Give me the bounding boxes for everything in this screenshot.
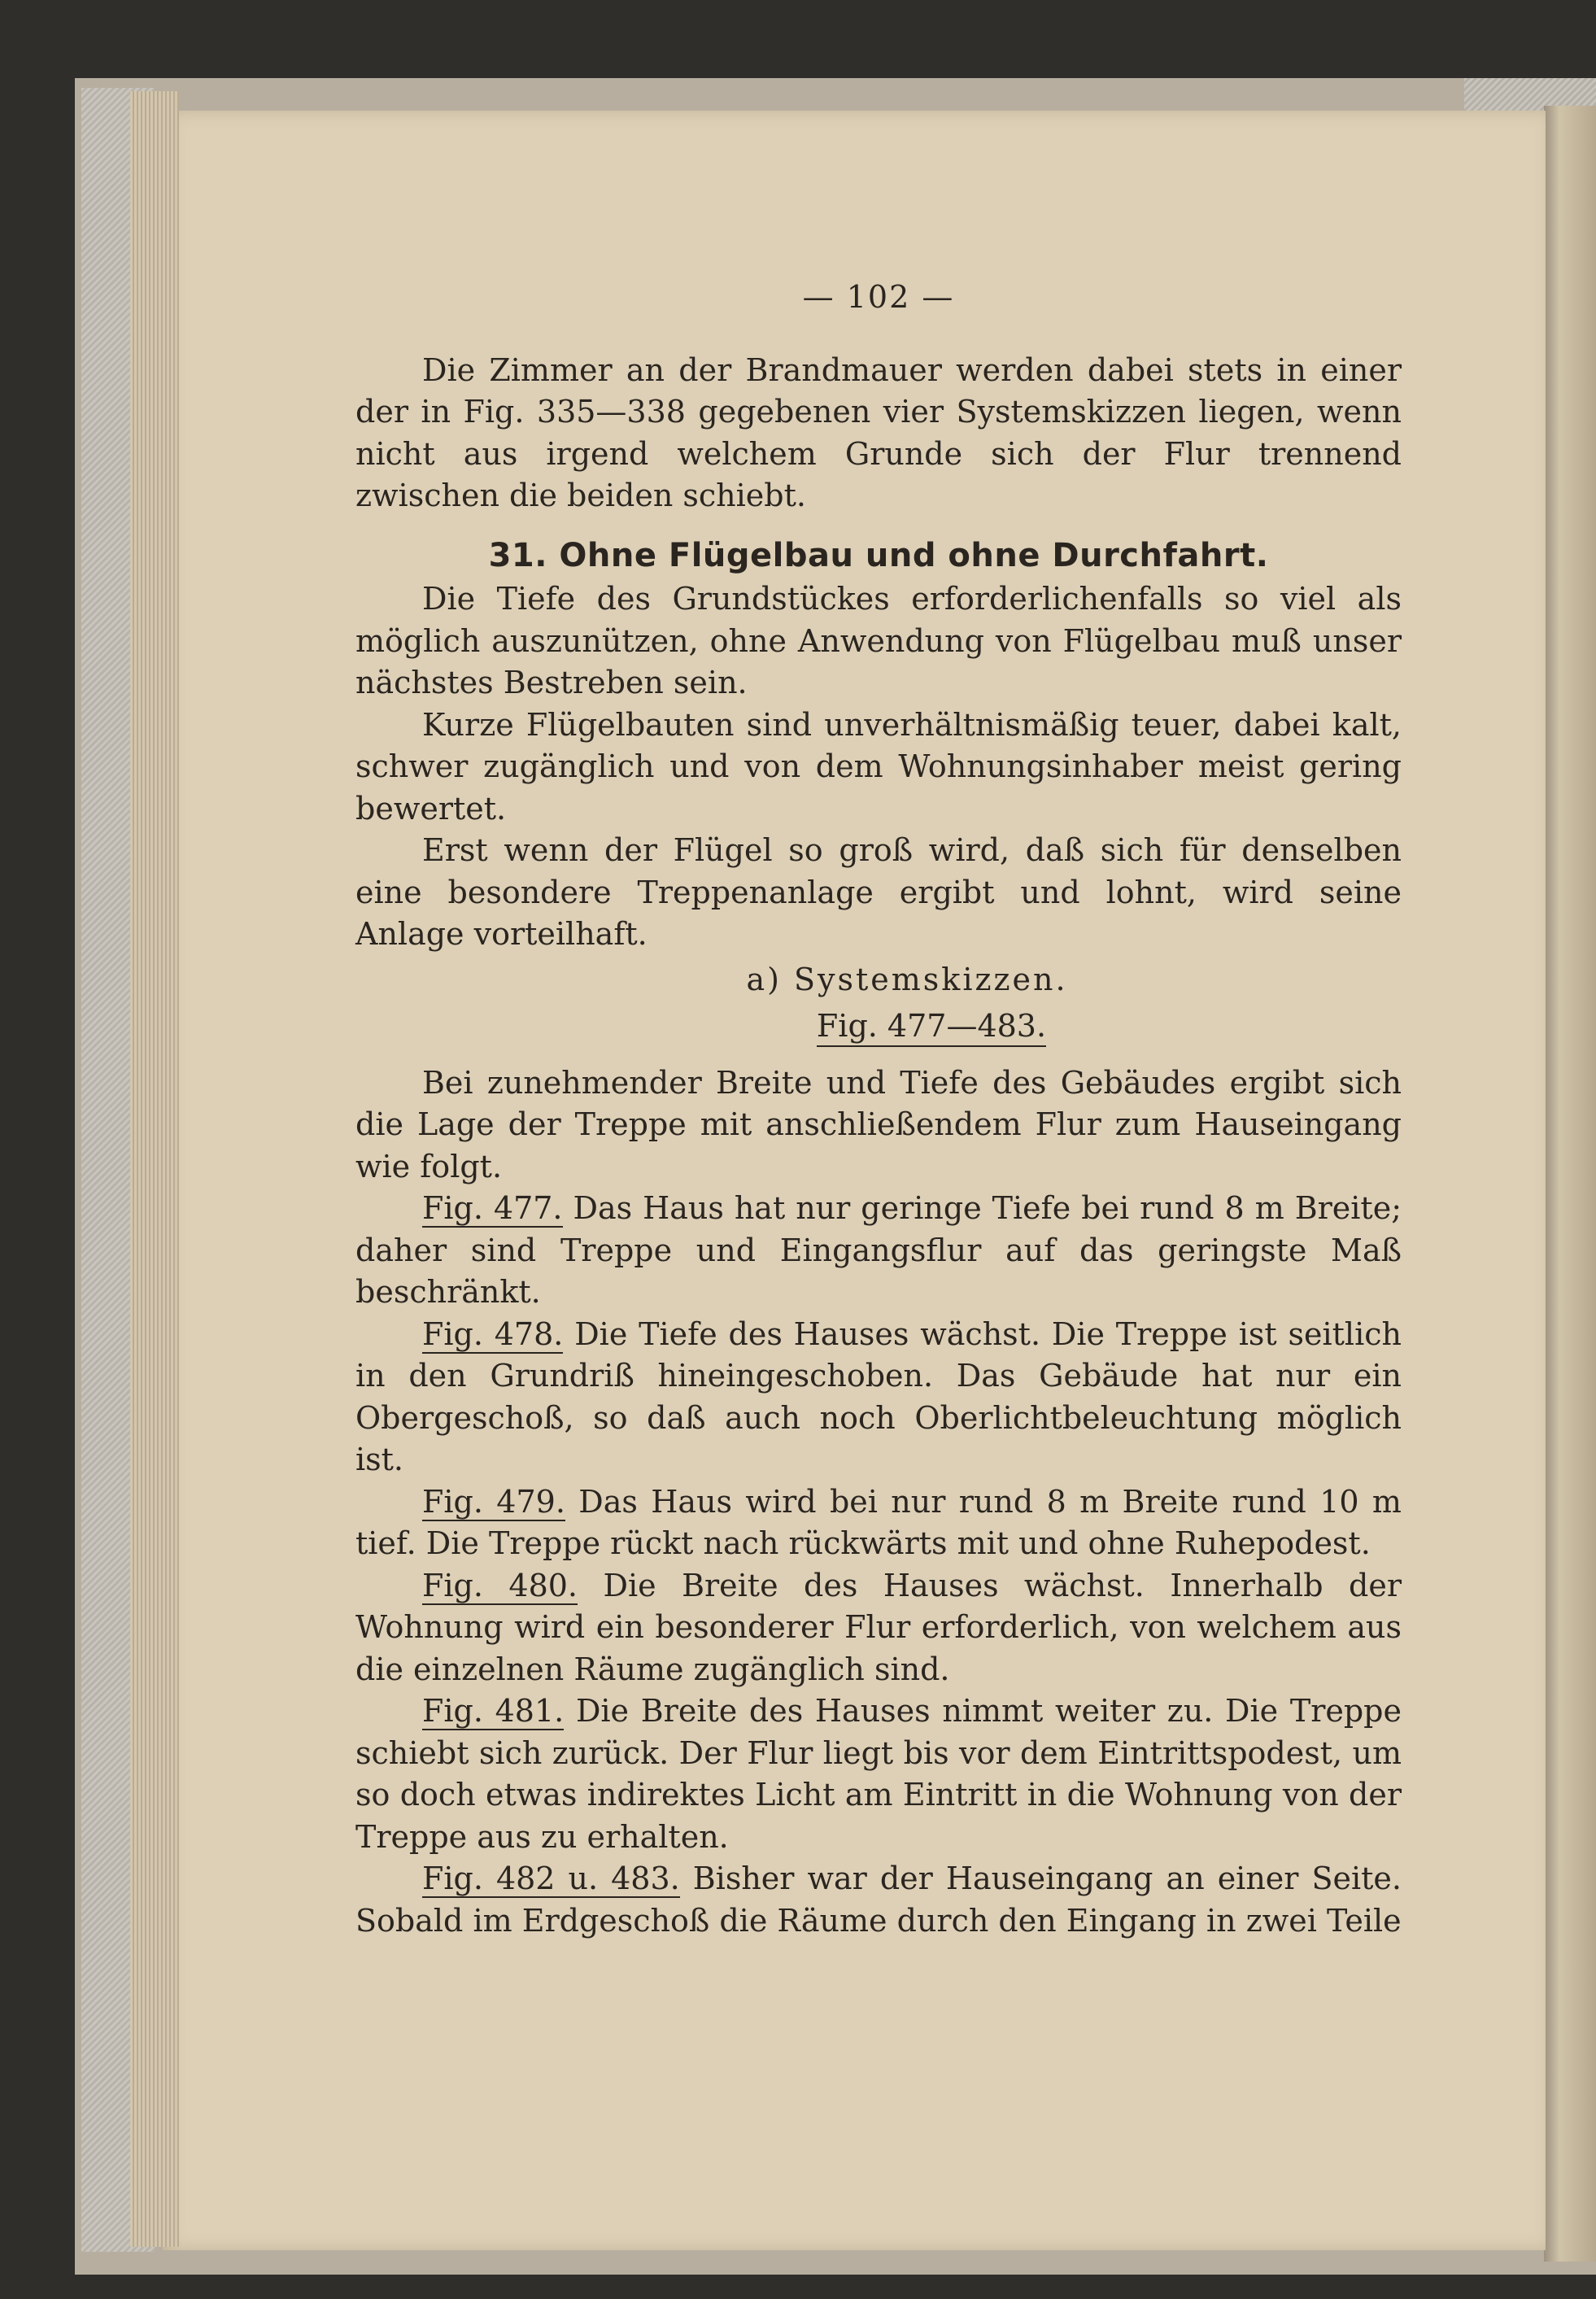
figure-paragraph-479 [355, 1481, 1402, 1565]
subsection-intro: Bei zunehmender Breite und Tiefe des Gebäudes ergibt sich die Lage der Treppe mit anschließendem Flur zum Hauseingang wie folgt. [355, 1064, 1402, 1184]
figure-reference: Fig. 477. [422, 1190, 563, 1226]
section-paragraph: Die Tiefe des Grundstückes erforderlichenfalls so viel als möglich auszunützen, ohne Anwendung von Flügelbau muß unser nächstes Bestreben sein. [355, 581, 1402, 700]
section-paragraph: Kurze Flügelbauten sind unverhältnismäßig teuer, dabei kalt, schwer zugänglich und von dem Wohnungsinhaber meist gering bewertet. [355, 706, 1402, 827]
figure-reference: Fig. 482 u. 483. [422, 1861, 680, 1896]
figure-description: Die Breite des Hauses wächst. Innerhalb der Wohnung wird ein besonderer Flur erforderlich, von welchem aus die einzelnen Räume zugänglich sind. [355, 1567, 1402, 1687]
figure-description: Bisher war der Hauseingang an einer Seite. Sobald im Erdgeschoß die Räume durch den Eingang in zwei Teile [355, 1861, 1402, 1939]
section-paragraph: Erst wenn der Flügel so groß wird, daß sich für denselben eine besondere Treppenanlage ergibt und lohnt, wird seine Anlage vorteilhaft. [355, 832, 1402, 952]
intro-paragraph: Die Zimmer an der Brandmauer werden dabei stets in einer der in Fig. 335—338 gegebenen vier Systemskizzen liegen, wenn nicht aus irgend welchem Grunde sich der Flur trennend zwischen die beiden schiebt. [355, 351, 1402, 513]
page-number: — 102 — [802, 279, 955, 315]
figure-description: Die Breite des Hauses nimmt weiter zu. Die Treppe schiebt sich zurück. Der Flur liegt bis vor dem Eintrittspodest, um so doch etwas indirektes Licht am Eintritt in die Wohnung von der Treppe aus zu erhalten. [355, 1693, 1402, 1855]
figure-description: Das Haus hat nur geringe Tiefe bei rund 8 m Breite; daher sind Treppe und Eingangsflur auf das geringste Maß beschränkt. [355, 1190, 1402, 1310]
figure-description: Das Haus wird bei nur rund 8 m Breite rund 10 m tief. Die Treppe rückt nach rückwärts mit und ohne Ruhepodest. [355, 1483, 1402, 1561]
figure-reference: Fig. 478. [422, 1315, 564, 1352]
figure-paragraph-478 [355, 1314, 1402, 1481]
page-stack-edges [130, 91, 179, 2247]
figure-reference: Fig. 480. [422, 1567, 578, 1603]
figure-paragraph-480 [355, 1565, 1402, 1691]
page-text-block [355, 277, 1402, 1942]
figure-description: Die Tiefe des Hauses wächst. Die Treppe ist seitlich in den Grundriß hineingeschoben. Das Gebäude hat nur ein Obergeschoß, so daß auch noch Oberlichtbeleuchtung möglich ist. [355, 1315, 1402, 1477]
figure-range [461, 1006, 1402, 1048]
figure-paragraph-477 [355, 1188, 1402, 1314]
figure-paragraph-482-483 [355, 1858, 1402, 1942]
section-heading: 31. Ohne Flügelbau und ohne Durchfahrt. [488, 536, 1269, 574]
figure-range-label: Fig. 477—483. [817, 1008, 1046, 1047]
figure-reference: Fig. 481. [422, 1693, 565, 1729]
book-right-edge [1544, 106, 1596, 2262]
figure-paragraph-481 [355, 1690, 1402, 1858]
figure-reference: Fig. 479. [422, 1483, 565, 1520]
subsection-heading: a) Systemskizzen. [746, 961, 1068, 997]
